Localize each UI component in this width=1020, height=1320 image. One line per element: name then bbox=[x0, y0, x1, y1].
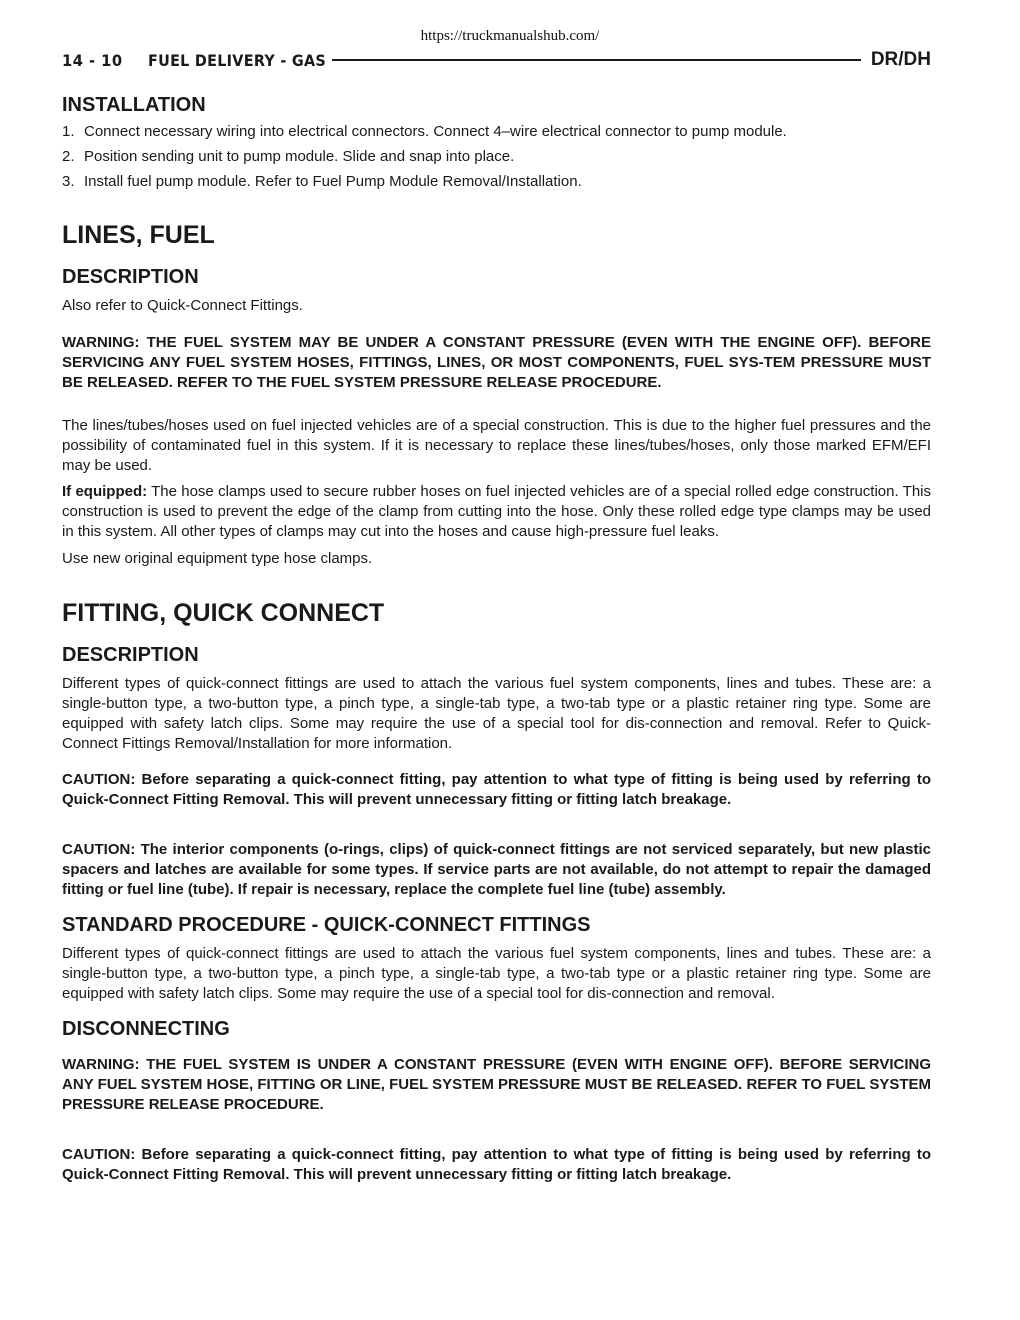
if-equipped-label: If equipped: bbox=[62, 483, 148, 500]
page-content bbox=[62, 90, 931, 1185]
lines-fuel-title: LINES, FUEL bbox=[62, 221, 215, 249]
source-url[interactable]: https://truckmanualshub.com/ bbox=[420, 28, 600, 44]
lines-fuel-para2 bbox=[62, 482, 931, 542]
standard-procedure-heading: STANDARD PROCEDURE - QUICK-CONNECT FITTINGS bbox=[62, 914, 591, 936]
page-number: 14 - 10 bbox=[62, 50, 123, 70]
step-text: Position sending unit to pump module. Slide and snap into place. bbox=[84, 148, 515, 165]
page-header bbox=[62, 49, 931, 71]
lines-fuel-intro: Also refer to Quick-Connect Fittings. bbox=[62, 297, 303, 314]
disconnecting-warning: WARNING: THE FUEL SYSTEM IS UNDER A CONSTANT PRESSURE (EVEN WITH ENGINE OFF). BEFORE SERVICING ANY FUEL SYSTEM HOSE, FITTING OR LINE, FUEL SYSTEM PRESSURE MUST BE RELEASED. REFER TO FUEL SYSTEM PRESSURE RELEASE PROCEDURE. bbox=[62, 1056, 931, 1113]
step-number: 2. bbox=[62, 148, 75, 165]
step-number: 1. bbox=[62, 123, 75, 140]
list-item bbox=[62, 122, 931, 142]
fitting-para1: Different types of quick-connect fittings are used to attach the various fuel system components, lines and tubes. These are: a single-button type, a two-button type, a pinch type, a single-tab type, a two-tab type or a plastic retainer ring type. Some are equipped with safety latch clips. Some may require the use of a special tool for dis-connection and removal. Refer to Quick-Connect Fittings Removal/Installation for more information. bbox=[62, 675, 931, 752]
fitting-caution2: CAUTION: The interior components (o-rings, clips) of quick-connect fittings are not serviced separately, but new plastic spacers and latches are available for some types. If service parts are not available, do not attempt to repair the damaged fitting or fuel line (tube). If repair is necessary, replace the complete fuel line (tube) assembly. bbox=[62, 841, 931, 898]
step-number: 3. bbox=[62, 173, 75, 190]
disconnecting-caution: CAUTION: Before separating a quick-connect fitting, pay attention to what type of fitting is being used by referring to Quick-Connect Fitting Removal. This will prevent unnecessary fitting or fitting latch breakage. bbox=[62, 1146, 931, 1183]
fitting-description-heading: DESCRIPTION bbox=[62, 644, 199, 666]
lines-fuel-description-heading: DESCRIPTION bbox=[62, 266, 199, 288]
step-text: Install fuel pump module. Refer to Fuel Pump Module Removal/Installation. bbox=[84, 173, 582, 190]
list-item bbox=[62, 172, 931, 192]
fitting-title: FITTING, QUICK CONNECT bbox=[62, 599, 385, 627]
fitting-caution1: CAUTION: Before separating a quick-connect fitting, pay attention to what type of fitting is being used by referring to Quick-Connect Fitting Removal. This will prevent unnecessary fitting or fitting latch breakage. bbox=[62, 771, 931, 808]
lines-fuel-para3: Use new original equipment type hose clamps. bbox=[62, 550, 373, 567]
standard-procedure-para1: Different types of quick-connect fittings are used to attach the various fuel system components, lines and tubes. These are: a single-button type, a two-button type, a pinch type, a single-tab type, a two-tab type or a plastic retainer ring type. Some are equipped with safety latch clips. Some may require the use of a special tool for dis-connection and removal. bbox=[62, 945, 931, 1002]
step-text: Connect necessary wiring into electrical connectors. Connect 4–wire electrical connector to pump module. bbox=[84, 123, 787, 140]
model-code: DR/DH bbox=[870, 49, 931, 70]
lines-fuel-para1: The lines/tubes/hoses used on fuel injected vehicles are of a special construction. This is due to the higher fuel pressures and the possibility of contaminated fuel in this system. If it is necessary to replace these lines/tubes/hoses, only those marked EFM/EFI may be used. bbox=[62, 417, 931, 474]
section-title: FUEL DELIVERY - GAS bbox=[147, 50, 326, 70]
list-item bbox=[62, 147, 931, 167]
disconnecting-heading: DISCONNECTING bbox=[62, 1018, 230, 1040]
lines-fuel-warning: WARNING: THE FUEL SYSTEM MAY BE UNDER A CONSTANT PRESSURE (EVEN WITH THE ENGINE OFF). BEFORE SERVICING ANY FUEL SYSTEM HOSES, FITTINGS, LINES, OR MOST COMPONENTS, FUEL SYS-TEM PRESSURE MUST BE RELEASED. REFER TO THE FUEL SYSTEM PRESSURE RELEASE PROCEDURE. bbox=[62, 334, 931, 391]
installation-heading: INSTALLATION bbox=[62, 94, 206, 116]
if-equipped-text: The hose clamps used to secure rubber hoses on fuel injected vehicles are of a special rolled edge construction. This construction is used to prevent the edge of the clamp from cutting into the hose. Only these rolled edge type clamps may be used in this system. All other types of clamps may cut into the hoses and cause high-pressure fuel leaks. bbox=[62, 483, 931, 540]
installation-steps bbox=[62, 122, 931, 192]
header-rule bbox=[332, 59, 861, 61]
